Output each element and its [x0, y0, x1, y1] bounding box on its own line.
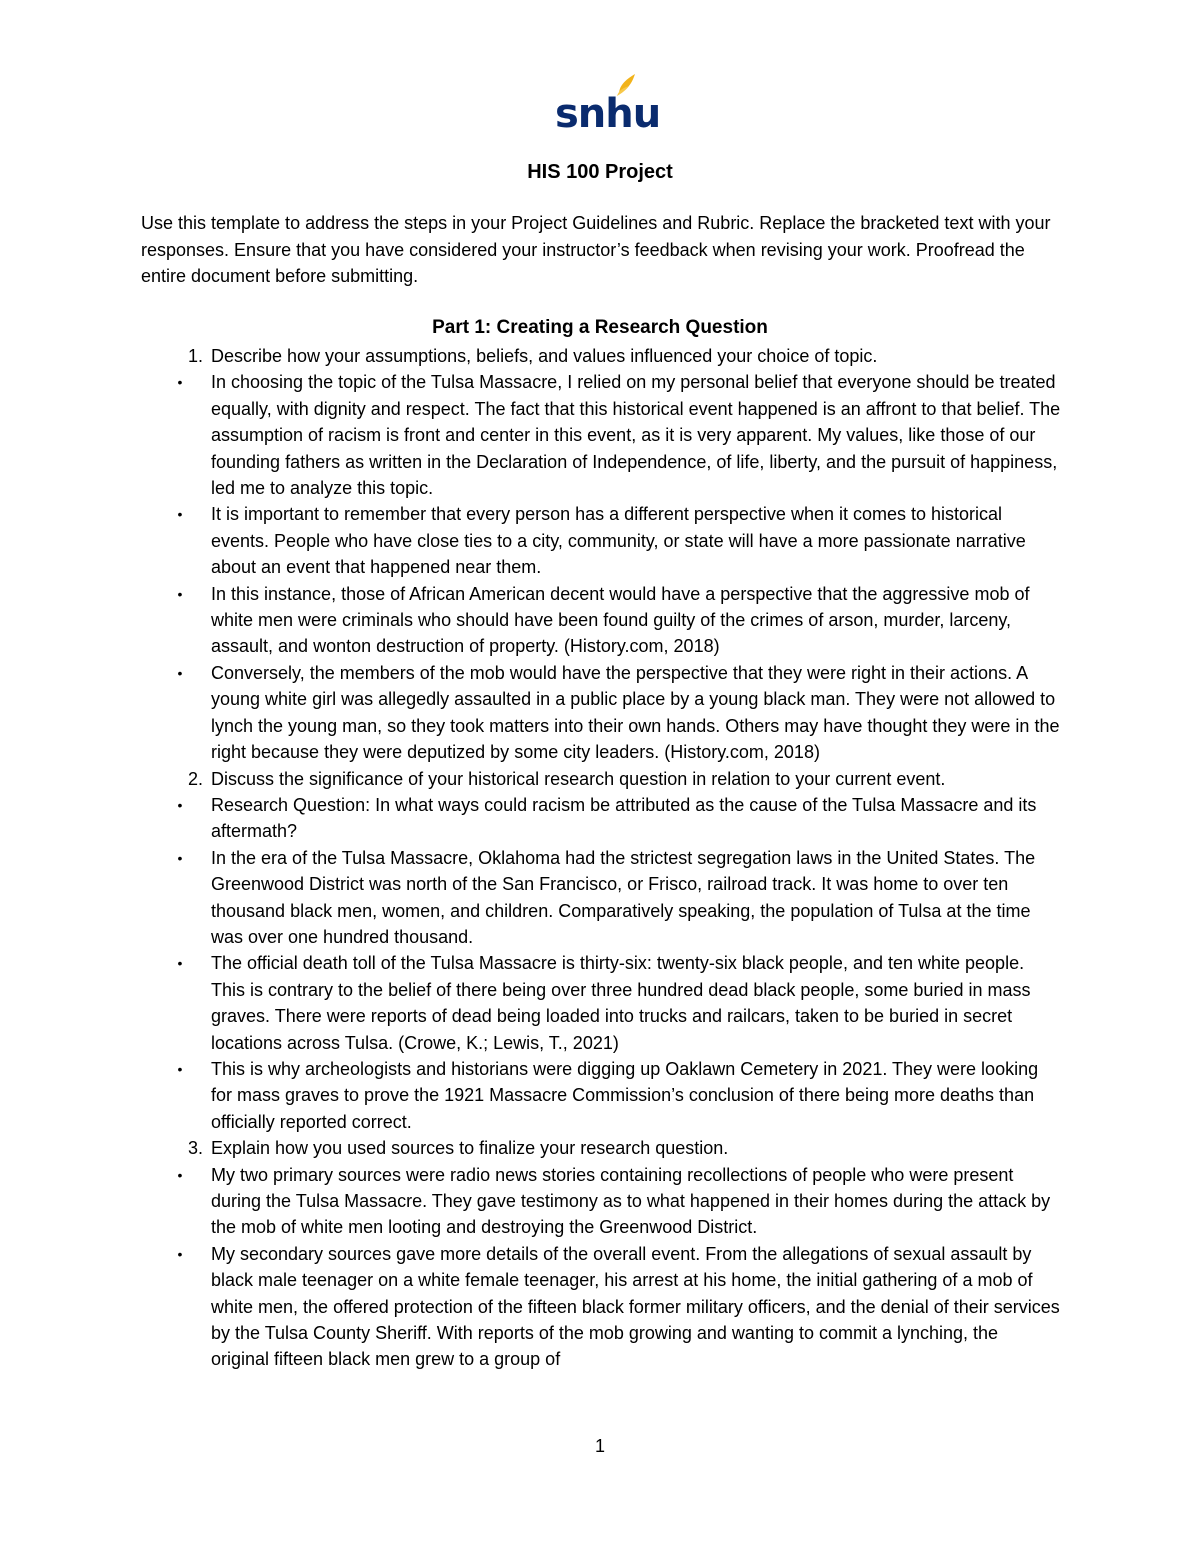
item-text: It is important to remember that every person has a different perspective when it comes to historical events. People who have close ties to a city, community, or state will have a more passionate narrative about an event that happened near them.: [211, 504, 1026, 578]
bullet-marker: •: [177, 664, 183, 681]
bullet-item: [141, 1162, 1061, 1241]
item-text: Discuss the significance of your historical research question in relation to your current event.: [211, 768, 946, 789]
numbered-item: [141, 343, 1061, 369]
item-text: The official death toll of the Tulsa Massacre is thirty-six: twenty-six black people, and ten white people. This is contrary to the belief of there being over three hundred dead black people, some buried in mass graves. There were reports of dead being loaded into trucks and railcars, taken to be buried in secret locations across Tulsa. (Crowe, K.; Lewis, T., 2021): [211, 953, 1031, 1053]
bullet-marker: •: [177, 506, 183, 523]
bullet-marker: •: [177, 849, 183, 866]
numbered-item: [141, 1135, 1061, 1161]
bullet-item: [141, 1056, 1061, 1135]
bullet-marker: •: [177, 585, 183, 602]
item-text: Explain how you used sources to finalize your research question.: [211, 1138, 729, 1159]
bullet-item: [141, 792, 1061, 845]
bullet-marker: •: [177, 796, 183, 813]
intro-paragraph: Use this template to address the steps in your Project Guidelines and Rubric. Replace the bracketed text with your responses. Ensure that you have considered your instructor’s feedback when revising your work. Proofread the entire document before submitting.: [141, 213, 1051, 286]
bullet-item: [141, 845, 1061, 951]
item-text: In this instance, those of African American decent would have a perspective that the aggressive mob of white men were criminals who should have been found guilty of the crimes of arson, murder, larceny, assault, and wonton destruction of property. (History.com, 2018): [211, 583, 1030, 657]
logo-text: snhu: [555, 91, 661, 137]
bullet-item: [141, 581, 1061, 660]
part1-heading: Part 1: Creating a Research Question: [432, 317, 768, 338]
bullet-item: [141, 660, 1061, 766]
snhu-logo: [555, 72, 661, 137]
item-number: 1.: [187, 346, 203, 366]
part1-list: [141, 343, 1061, 1373]
bullet-item: [141, 1241, 1061, 1373]
item-text: Describe how your assumptions, beliefs, and values influenced your choice of topic.: [211, 346, 878, 366]
item-text: This is why archeologists and historians were digging up Oaklawn Cemetery in 2021. They were looking for mass graves to prove the 1921 Massacre Commission’s conclusion of there being more deaths than officially reported correct.: [211, 1058, 1039, 1132]
bullet-marker: •: [177, 1166, 183, 1183]
item-text: In the era of the Tulsa Massacre, Oklahoma had the strictest segregation laws in the United States. The Greenwood District was north of the San Francisco, or Frisco, railroad track. It was home to over ten thousand black men, women, and children. Comparatively speaking, the population of Tulsa at the time was over one hundred thousand.: [211, 847, 1036, 947]
bullet-marker: •: [177, 1245, 183, 1262]
item-text: My secondary sources gave more details of the overall event. From the allegations of sexual assault by black male teenager on a white female teenager, his arrest at his home, the initial gathering of a mob of white men, the offered protection of the fifteen black former military officers, and the denial of their services by the Tulsa County Sheriff. With reports of the mob growing and wanting to commit a lynching, the original fifteen black men grew to a group of: [211, 1243, 1060, 1370]
bullet-marker: •: [177, 955, 183, 972]
item-number: 3.: [187, 1138, 203, 1159]
item-text: My two primary sources were radio news stories containing recollections of people who were present during the Tulsa Massacre. They gave testimony as to what happened in their homes during the attack by the mob of white men looting and destroying the Greenwood District.: [211, 1164, 1051, 1238]
item-text: Research Question: In what ways could racism be attributed as the cause of the Tulsa Massacre and its aftermath?: [211, 794, 1037, 842]
bullet-item: [141, 501, 1061, 580]
bullet-item: [141, 950, 1061, 1056]
item-text: In choosing the topic of the Tulsa Massacre, I relied on my personal belief that everyone should be treated equally, with dignity and respect. The fact that this historical event happened is an affront to that belief. The assumption of racism is front and center in this event, as it is very apparent. My values, like those of our founding fathers as written in the Declaration of Independence, of life, liberty, and the pursuit of happiness, led me to analyze this topic.: [211, 372, 1061, 499]
item-number: 2.: [187, 768, 203, 789]
bullet-marker: •: [177, 374, 183, 391]
bullet-marker: •: [177, 1060, 183, 1077]
document-title: HIS 100 Project: [527, 161, 673, 183]
item-text: Conversely, the members of the mob would have the perspective that they were right in their actions. A young white girl was allegedly assaulted in a public place by a young black man. They were not allowed to lynch the young man, so they took matters into their own hands. Others may have thought they were in the right because they were deputized by some city leaders. (History.com, 2018): [211, 662, 1060, 763]
page-number: 1: [594, 1436, 605, 1456]
numbered-item: [141, 766, 1061, 792]
bullet-item: [141, 369, 1061, 501]
